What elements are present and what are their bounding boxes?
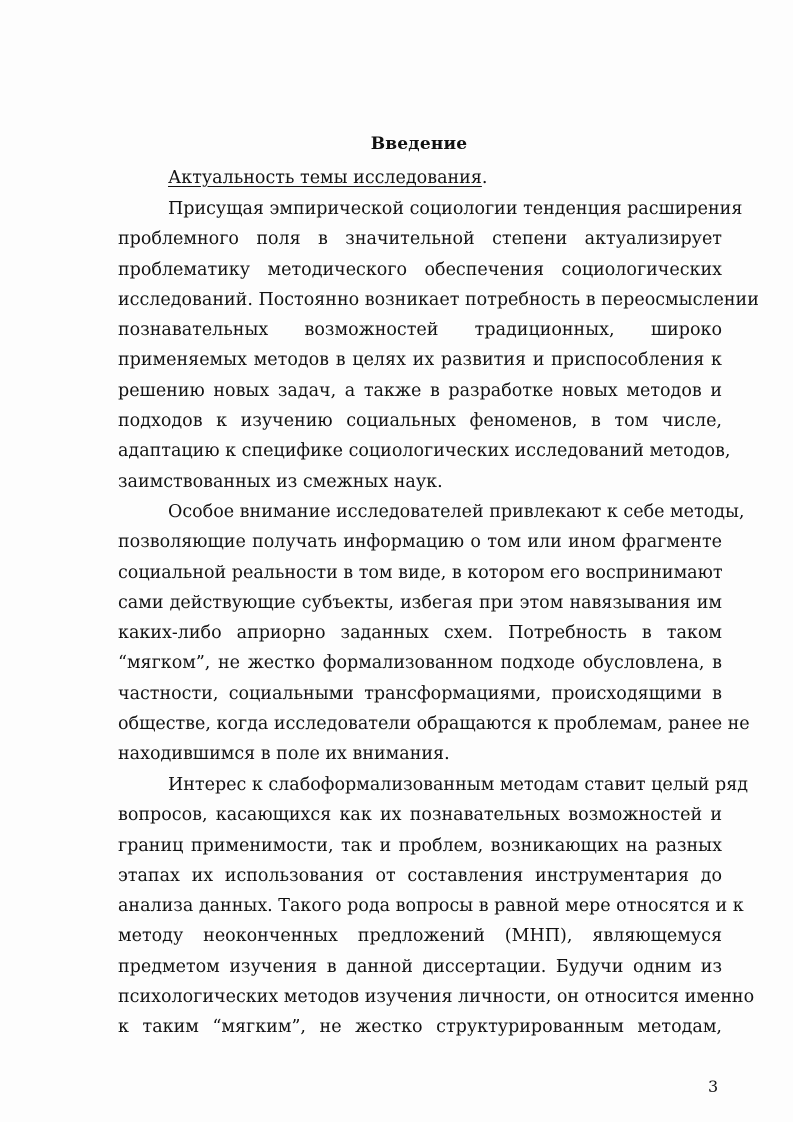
text-line: каких-либо априорно заданных схем. Потребность в таком (118, 623, 722, 644)
text-line: познавательных возможностей традиционных, широко (118, 320, 722, 341)
text-line: подходов к изучению социальных феноменов, в том числе, (118, 411, 722, 432)
text-line: этапах их использования от составления инструментария до (118, 865, 722, 886)
text-line: применяемых методов в целях их развития и приспособления к (118, 350, 722, 371)
paragraph-2 (118, 497, 750, 770)
text-line: социальной реальности в том виде, в котором его воспринимают (118, 562, 723, 583)
text-line: находившимся в поле их внимания. (118, 744, 450, 765)
text-line: предметом изучения в данной диссертации. Будучи одним из (118, 956, 722, 977)
text-line: “мягком”, не жестко формализованном подходе обусловлена, в (118, 653, 722, 674)
text-line: к таким “мягким”, не жестко структурированным методам, (118, 1017, 722, 1038)
text-line: исследований. Постоянно возникает потребность в переосмыслении (118, 289, 759, 310)
page-number: 3 (708, 1077, 719, 1096)
text-line: Интерес к слабоформализованным методам ставит целый ряд (168, 775, 749, 795)
paragraph-1 (118, 194, 759, 497)
text-line: обществе, когда исследователи обращаются к проблемам, ранее не (118, 714, 750, 735)
text-line: позволяющие получать информацию о том или ином фрагменте (118, 532, 722, 553)
topic-subheading (168, 166, 487, 190)
text-line: заимствованных из смежных наук. (118, 471, 443, 492)
paragraph-3 (118, 770, 755, 1043)
text-line: вопросов, касающихся как их познавательных возможностей и (118, 805, 722, 826)
text-line: адаптацию к специфике социологических исследований методов, (118, 441, 731, 462)
text-line: границ применимости, так и проблем, возникающих на разных (118, 835, 722, 856)
text-line: проблематику методического обеспечения социологических (118, 259, 722, 280)
text-line: методу неоконченных предложений (МНП), являющемуся (118, 926, 722, 947)
subheading-text: Актуальность темы исследования (168, 168, 482, 188)
text-line: проблемного поля в значительной степени актуализирует (118, 229, 722, 250)
text-line: сами действующие субъекты, избегая при этом навязывания им (118, 592, 722, 613)
text-line: Особое внимание исследователей привлекают к себе методы, (168, 502, 745, 522)
subheading-period: . (481, 168, 488, 188)
text-line: решению новых задач, а также в разработке новых методов и (118, 380, 722, 401)
text-line: Присущая эмпирической социологии тенденция расширения (168, 199, 743, 219)
text-line: частности, социальными трансформациями, происходящими в (118, 683, 722, 704)
text-line: психологических методов изучения личности, он относится именно (118, 987, 755, 1008)
text-line: анализа данных. Такого рода вопросы в равной мере относятся и к (118, 896, 744, 917)
section-heading: Введение (370, 134, 468, 154)
